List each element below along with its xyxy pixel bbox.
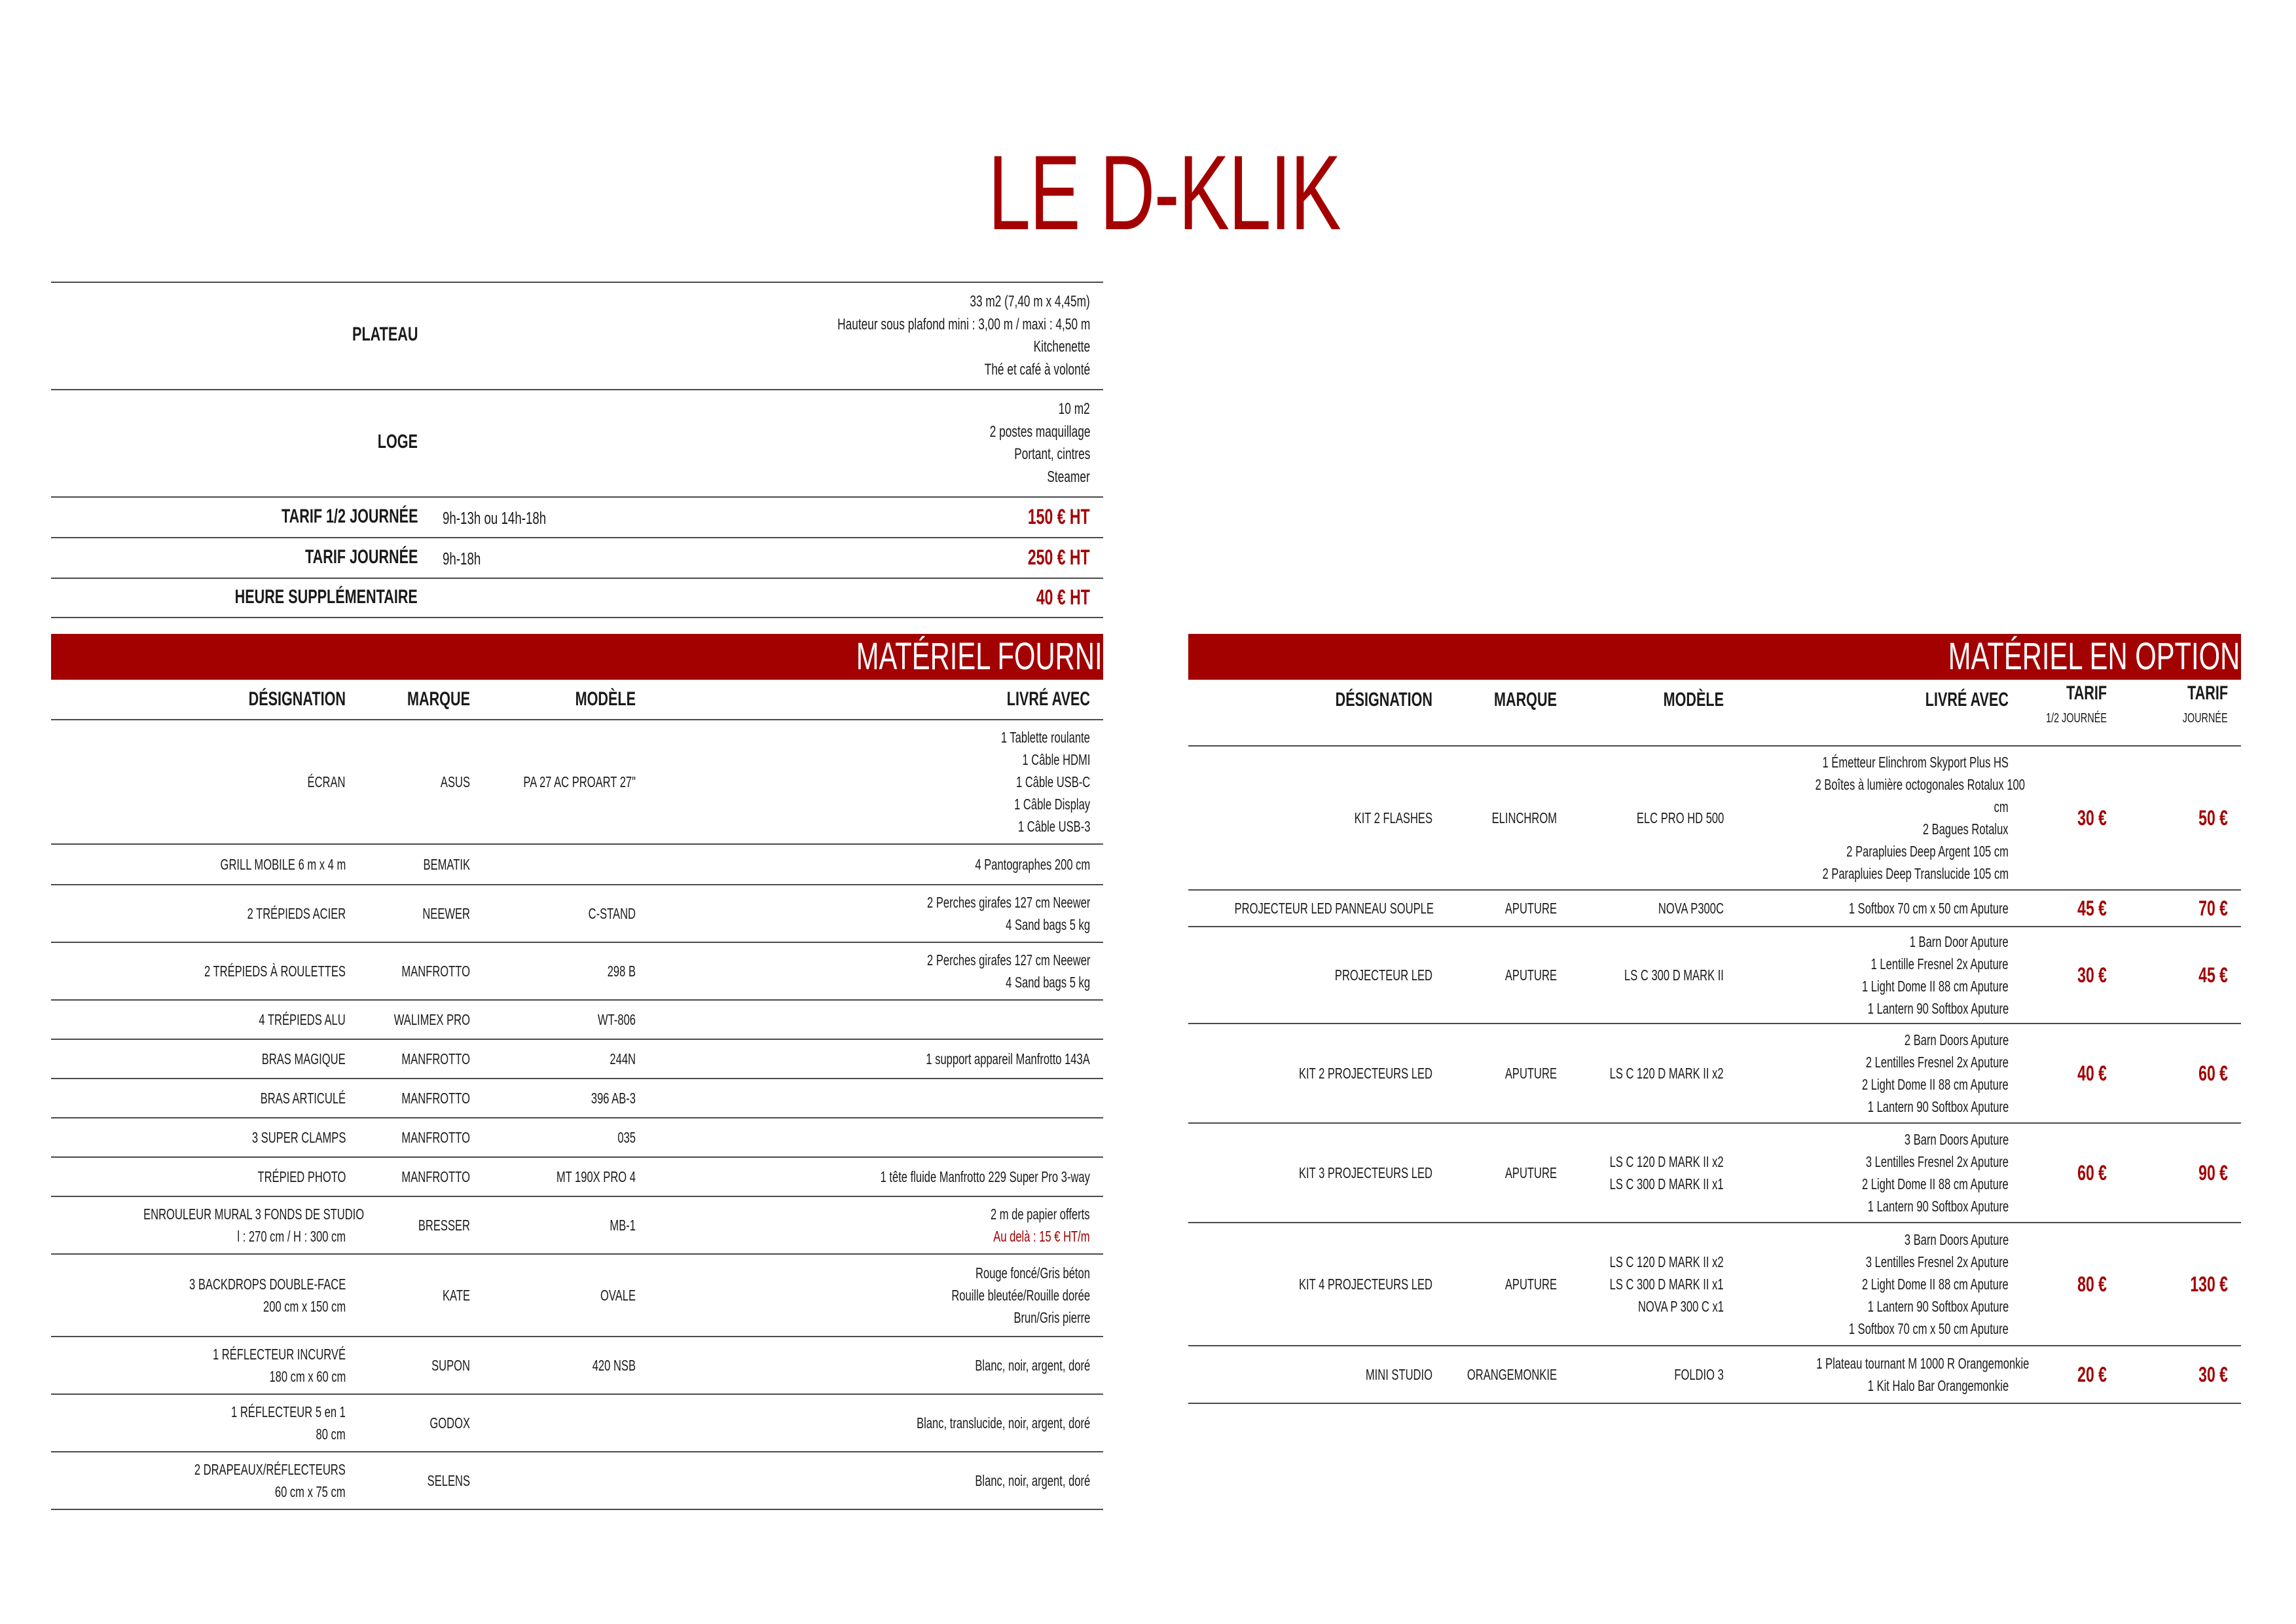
- info-label: PLATEAU: [352, 323, 418, 345]
- cell-marque: APUTURE: [1504, 1276, 1557, 1293]
- table-row: [51, 885, 1103, 943]
- text-line: 3 SUPER CLAMPS: [251, 1129, 346, 1146]
- cell-modele: WT-806: [598, 1011, 636, 1028]
- cell-modele: [452, 1395, 636, 1451]
- banner-materiel-option: MATÉRIEL EN OPTION: [1188, 634, 2241, 680]
- cell-livre-avec: [723, 845, 1090, 884]
- text-line: 2 Lentilles Fresnel 2x Aputure: [1865, 1054, 2009, 1071]
- text-line: 4 Pantographes 200 cm: [975, 856, 1090, 873]
- cell-livre-avec: [723, 1001, 1090, 1039]
- price-demi-journee: 40 €: [2077, 1061, 2107, 1085]
- table-materiel-fourni: [51, 680, 1103, 1510]
- page-title: LE D-KLIK: [988, 134, 1341, 252]
- text-line: 2 m de papier offerts: [991, 1206, 1090, 1223]
- cell-marque: APUTURE: [1504, 967, 1557, 984]
- cell-livre-avec: [723, 720, 1090, 843]
- cell-designation: [58, 1079, 346, 1117]
- header-tarif-journee: [2123, 680, 2228, 745]
- text-line: LS C 300 D MARK II: [1624, 967, 1724, 984]
- cell-marque: MANFROTTO: [401, 963, 470, 980]
- text-line: 1 Softbox 70 cm x 50 cm Aputure: [1849, 900, 2009, 917]
- cell-livre-avec: [1734, 1346, 2030, 1403]
- cell-livre-avec: [1734, 747, 2025, 889]
- text-line: 3 Barn Doors Aputure: [1904, 1231, 2009, 1248]
- table-row: [1188, 927, 2241, 1024]
- text-line: 1 Câble Display: [1014, 796, 1090, 813]
- text-line: Rouge foncé/Gris béton: [975, 1264, 1090, 1282]
- text-line: 1 Lantern 90 Softbox Aputure: [1867, 1000, 2009, 1017]
- text-line: ELC PRO HD 500: [1636, 809, 1724, 826]
- table-row: [51, 1452, 1103, 1510]
- info-hours: 9h-13h ou 14h-18h: [443, 508, 547, 528]
- text-line: NOVA P300C: [1658, 900, 1724, 917]
- table-header: [1188, 680, 2241, 747]
- text-line: 1 support appareil Manfrotto 143A: [926, 1050, 1090, 1067]
- cell-modele: [1554, 1223, 1724, 1345]
- text-line: 2 Light Dome II 88 cm Aputure: [1862, 1276, 2009, 1293]
- table-row: [1188, 891, 2241, 927]
- table-row: [51, 1118, 1103, 1158]
- cell-designation: [58, 1158, 346, 1196]
- cell-livre-avec: [723, 1337, 1090, 1393]
- text-line: 1 Lantern 90 Softbox Aputure: [1867, 1298, 2009, 1315]
- cell-marque: BRESSER: [418, 1217, 470, 1234]
- text-line: 1 RÉFLECTEUR 5 en 1: [231, 1403, 346, 1420]
- table-row: [51, 943, 1103, 1001]
- text-line: 1 Tablette roulante: [1001, 729, 1090, 746]
- text-line: FOLDIO 3: [1674, 1366, 1724, 1383]
- price-journee: 90 €: [2198, 1161, 2228, 1185]
- cell-marque: MANFROTTO: [401, 1168, 470, 1185]
- header-modele: MODÈLE: [575, 688, 636, 710]
- cell-marque: APUTURE: [1504, 1065, 1557, 1082]
- info-values: 33 m2 (7,40 m x 4,45m) Hauteur sous plafond mini : 3,00 m / maxi : 4,50 m Kitchenette Thé et café à volonté: [837, 293, 1090, 379]
- cell-livre-avec: [1734, 891, 2009, 926]
- text-line: 1 Kit Halo Bar Orangemonkie: [1867, 1377, 2009, 1394]
- cell-designation: PROJECTEUR LED PANNEAU SOUPLE: [1234, 900, 1434, 917]
- cell-livre-avec: [1734, 1024, 2009, 1122]
- text-line: 2 Perches girafes 127 cm Neewer: [926, 951, 1090, 969]
- cell-designation: [58, 1395, 346, 1451]
- text-line: 2 TRÉPIEDS À ROULETTES: [204, 963, 346, 980]
- text-line: 1 Light Dome II 88 cm Aputure: [1862, 978, 2009, 995]
- cell-livre-avec: [723, 1079, 1090, 1117]
- text-line: Brun/Gris pierre: [1013, 1309, 1090, 1326]
- text-line: BRAS MAGIQUE: [262, 1050, 346, 1067]
- cell-modele: [1554, 927, 1724, 1023]
- cell-modele: OVALE: [600, 1287, 636, 1304]
- text-line: 3 Lentilles Fresnel 2x Aputure: [1865, 1253, 2009, 1270]
- cell-marque: ELINCHROM: [1491, 809, 1557, 826]
- text-line: 1 Câble USB-3: [1017, 818, 1090, 835]
- text-line: 1 Barn Door Aputure: [1910, 933, 2009, 950]
- cell-modele: 396 AB-3: [591, 1090, 636, 1107]
- cell-modele: PA 27 AC PROART 27": [523, 773, 636, 790]
- cell-livre-avec: [1734, 927, 2009, 1023]
- cell-marque: MANFROTTO: [401, 1090, 470, 1107]
- info-price: 250 € HT: [1028, 545, 1090, 569]
- table-row: [1188, 1024, 2241, 1124]
- cell-marque: ORANGEMONKIE: [1467, 1366, 1557, 1383]
- cell-modele: [1554, 747, 1724, 889]
- cell-modele: [1554, 891, 1724, 926]
- cell-modele: [452, 1452, 636, 1509]
- text-line: 1 Câble HDMI: [1022, 751, 1090, 768]
- table-header: [51, 680, 1103, 720]
- cell-livre-avec: [723, 1158, 1090, 1196]
- table-row: [51, 1255, 1103, 1337]
- cell-modele: C-STAND: [588, 905, 636, 922]
- cell-modele: 420 NSB: [592, 1357, 636, 1374]
- cell-designation: [58, 845, 346, 884]
- text-line: 1 Lentille Fresnel 2x Aputure: [1871, 955, 2009, 972]
- text-line: 2 Perches girafes 127 cm Neewer: [926, 894, 1090, 911]
- info-price: 150 € HT: [1028, 505, 1090, 528]
- text-line: 2 Parapluies Deep Translucide 105 cm: [1822, 865, 2009, 882]
- info-label: HEURE SUPPLÉMENTAIRE: [234, 586, 418, 608]
- cell-designation: KIT 4 PROJECTEURS LED: [1299, 1276, 1432, 1293]
- cell-livre-avec: [723, 943, 1090, 999]
- text-line: 1 Lantern 90 Softbox Aputure: [1867, 1098, 2009, 1115]
- text-line: 2 Light Dome II 88 cm Aputure: [1862, 1175, 2009, 1192]
- price-demi-journee: 30 €: [2077, 806, 2107, 830]
- text-line: 200 cm x 150 cm: [263, 1298, 346, 1315]
- table-row: [51, 1197, 1103, 1255]
- cell-livre-avec: [723, 885, 1090, 942]
- table-row: [51, 1395, 1103, 1452]
- cell-modele: MT 190X PRO 4: [556, 1168, 636, 1185]
- cell-livre-avec: [723, 1040, 1090, 1078]
- text-line: 2 Boîtes à lumière octogonales Rotalux 100: [1815, 776, 2025, 793]
- text-line: cm: [1994, 798, 2009, 815]
- header-marque: MARQUE: [1493, 689, 1557, 710]
- info-label: LOGE: [377, 431, 418, 452]
- table-row: [1188, 1223, 2241, 1346]
- info-row-tarif-demi: [51, 496, 1103, 537]
- table-row: [51, 1040, 1103, 1079]
- table-row: [51, 845, 1103, 885]
- cell-marque: SUPON: [431, 1357, 470, 1374]
- text-line: Au delà : 15 € HT/m: [993, 1228, 1090, 1245]
- cell-modele: MB-1: [610, 1217, 636, 1234]
- text-line: 60 cm x 75 cm: [275, 1483, 346, 1500]
- text-line: 4 Sand bags 5 kg: [1006, 916, 1090, 933]
- cell-designation: KIT 3 PROJECTEURS LED: [1299, 1164, 1432, 1181]
- cell-modele: [1554, 1124, 1724, 1222]
- text-line: 2 Light Dome II 88 cm Aputure: [1862, 1076, 2009, 1093]
- cell-designation: [58, 943, 346, 999]
- tarif-period: JOURNÉE: [2183, 711, 2228, 726]
- cell-designation: KIT 2 PROJECTEURS LED: [1299, 1065, 1432, 1082]
- text-line: LS C 120 D MARK II x2: [1610, 1065, 1724, 1082]
- cell-livre-avec: [723, 1197, 1090, 1253]
- cell-livre-avec: [1734, 1124, 2009, 1222]
- table-materiel-option: [1188, 680, 2241, 1404]
- text-line: Blanc, translucide, noir, argent, doré: [916, 1414, 1090, 1431]
- info-row-tarif-journee: [51, 537, 1103, 578]
- cell-livre-avec: [723, 1395, 1090, 1451]
- text-line: 1 Émetteur Elinchrom Skyport Plus HS: [1822, 754, 2009, 771]
- text-line: 1 tête fluide Manfrotto 229 Super Pro 3-way: [880, 1168, 1090, 1185]
- text-line: TRÉPIED PHOTO: [257, 1168, 346, 1185]
- cell-designation: PROJECTEUR LED: [1334, 967, 1432, 984]
- text-line: LS C 300 D MARK II x1: [1610, 1175, 1724, 1192]
- text-line: Blanc, noir, argent, doré: [975, 1357, 1090, 1374]
- cell-marque: SELENS: [427, 1472, 470, 1489]
- text-line: 3 Barn Doors Aputure: [1904, 1131, 2009, 1148]
- cell-livre-avec: [1734, 1223, 2009, 1345]
- text-line: 1 Câble USB-C: [1015, 773, 1090, 790]
- text-line: 3 BACKDROPS DOUBLE-FACE: [189, 1276, 346, 1293]
- header-livre: LIVRÉ AVEC: [1925, 689, 2009, 710]
- text-line: LS C 120 D MARK II x2: [1610, 1253, 1724, 1270]
- price-demi-journee: 60 €: [2077, 1161, 2107, 1185]
- text-line: Blanc, noir, argent, doré: [975, 1472, 1090, 1489]
- table-row: [51, 1337, 1103, 1395]
- info-label: TARIF JOURNÉE: [304, 546, 418, 568]
- text-line: LS C 300 D MARK II x1: [1610, 1276, 1724, 1293]
- tarif-label: TARIF: [2187, 682, 2228, 704]
- cell-designation: [58, 1118, 346, 1156]
- price-journee: 130 €: [2190, 1272, 2228, 1296]
- text-line: 4 Sand bags 5 kg: [1006, 974, 1090, 991]
- cell-livre-avec: [723, 1452, 1090, 1509]
- text-line: 1 RÉFLECTEUR INCURVÉ: [212, 1346, 346, 1363]
- table-row: [1188, 747, 2241, 891]
- text-line: 4 TRÉPIEDS ALU: [259, 1011, 346, 1028]
- table-row: [1188, 1124, 2241, 1223]
- header-livre: LIVRÉ AVEC: [1006, 688, 1090, 710]
- cell-marque: KATE: [442, 1287, 470, 1304]
- price-demi-journee: 20 €: [2077, 1363, 2107, 1386]
- tarif-period: 1/2 JOURNÉE: [2046, 711, 2107, 726]
- text-line: 1 Lantern 90 Softbox Aputure: [1867, 1198, 2009, 1215]
- table-row: [51, 720, 1103, 845]
- text-line: 2 Parapluies Deep Argent 105 cm: [1846, 843, 2009, 860]
- cell-designation: [58, 1255, 346, 1336]
- cell-modele: 298 B: [607, 963, 636, 980]
- price-demi-journee: 30 €: [2077, 963, 2107, 987]
- table-row: [51, 1001, 1103, 1040]
- cell-marque: APUTURE: [1504, 1164, 1557, 1181]
- text-line: 2 DRAPEAUX/RÉFLECTEURS: [194, 1461, 346, 1478]
- cell-designation: [58, 720, 346, 843]
- info-row-plateau: [51, 282, 1103, 389]
- cell-livre-avec: [723, 1118, 1090, 1156]
- price-journee: 60 €: [2198, 1061, 2228, 1085]
- price-journee: 45 €: [2198, 963, 2228, 987]
- header-designation: DÉSIGNATION: [248, 688, 346, 710]
- cell-modele: 035: [617, 1129, 636, 1146]
- text-line: Rouille bleutée/Rouille dorée: [951, 1287, 1090, 1304]
- price-journee: 30 €: [2198, 1363, 2228, 1386]
- text-line: LS C 120 D MARK II x2: [1610, 1153, 1724, 1170]
- cell-livre-avec: [723, 1255, 1090, 1336]
- price-journee: 50 €: [2198, 806, 2228, 830]
- cell-designation: [58, 1040, 346, 1078]
- text-line: ÉCRAN: [308, 773, 346, 790]
- info-row-loge: [51, 389, 1103, 496]
- text-line: 2 TRÉPIEDS ACIER: [247, 905, 346, 922]
- cell-designation: [58, 1452, 346, 1509]
- cell-modele: [1554, 1346, 1724, 1403]
- tarif-label: TARIF: [2066, 682, 2107, 704]
- cell-marque: WALIMEX PRO: [393, 1011, 470, 1028]
- cell-marque: GODOX: [429, 1414, 470, 1431]
- info-row-heure-sup: [51, 578, 1103, 618]
- price-demi-journee: 80 €: [2077, 1272, 2107, 1296]
- text-line: 1 Plateau tournant M 1000 R Orangemonkie: [1816, 1355, 2030, 1372]
- info-hours: 9h-18h: [443, 549, 481, 568]
- header-tarif-demi: [2002, 680, 2107, 745]
- price-journee: 70 €: [2198, 896, 2228, 920]
- text-line: l : 270 cm / H : 300 cm: [237, 1228, 346, 1245]
- cell-marque: MANFROTTO: [401, 1050, 470, 1067]
- text-line: NOVA P 300 C x1: [1637, 1298, 1724, 1315]
- header-marque: MARQUE: [407, 688, 470, 710]
- cell-marque: APUTURE: [1504, 900, 1557, 917]
- cell-designation: KIT 2 FLASHES: [1354, 809, 1432, 826]
- table-row: [51, 1079, 1103, 1118]
- banner-materiel-fourni: MATÉRIEL FOURNI: [51, 634, 1103, 680]
- cell-modele: 244N: [610, 1050, 636, 1067]
- cell-modele: [1554, 1024, 1724, 1122]
- text-line: ENROULEUR MURAL 3 FONDS DE STUDIO: [143, 1206, 365, 1223]
- cell-modele: [452, 845, 636, 884]
- table-row: [51, 1158, 1103, 1197]
- text-line: 2 Bagues Rotalux: [1923, 821, 2009, 838]
- cell-designation: MINI STUDIO: [1365, 1366, 1432, 1383]
- text-line: BRAS ARTICULÉ: [260, 1090, 346, 1107]
- text-line: 3 Lentilles Fresnel 2x Aputure: [1865, 1153, 2009, 1170]
- text-line: 2 Barn Doors Aputure: [1904, 1031, 2009, 1048]
- info-values: 10 m2 2 postes maquillage Portant, cintres Steamer: [989, 400, 1090, 487]
- info-label: TARIF 1/2 JOURNÉE: [281, 506, 418, 527]
- cell-marque: NEEWER: [422, 905, 470, 922]
- text-line: 1 Softbox 70 cm x 50 cm Aputure: [1849, 1320, 2009, 1337]
- cell-designation: [58, 1001, 346, 1039]
- text-line: 180 cm x 60 cm: [269, 1368, 346, 1385]
- studio-info-table: [51, 282, 1103, 618]
- header-designation: DÉSIGNATION: [1335, 689, 1432, 710]
- cell-designation: [58, 1337, 346, 1393]
- cell-designation: [58, 885, 346, 942]
- cell-designation: [58, 1197, 365, 1253]
- header-modele: MODÈLE: [1663, 689, 1724, 710]
- cell-marque: ASUS: [440, 773, 470, 790]
- cell-marque: BEMATIK: [423, 856, 470, 873]
- text-line: 80 cm: [316, 1426, 346, 1443]
- text-line: GRILL MOBILE 6 m x 4 m: [220, 856, 346, 873]
- info-price: 40 € HT: [1036, 585, 1090, 609]
- price-demi-journee: 45 €: [2077, 896, 2107, 920]
- cell-marque: MANFROTTO: [401, 1129, 470, 1146]
- table-row: [1188, 1346, 2241, 1404]
